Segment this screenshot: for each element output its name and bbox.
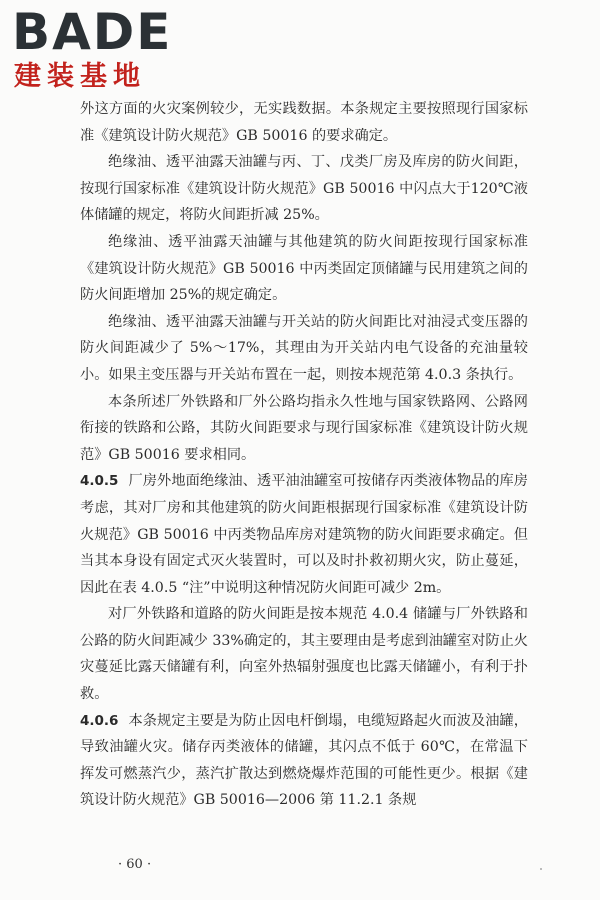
logo-wordmark: BADE xyxy=(12,3,173,61)
section-number: 4.0.6 xyxy=(80,712,119,729)
paragraph xyxy=(80,149,528,229)
paragraph xyxy=(80,309,528,389)
paragraph-text: 对厂外铁路和道路的防火间距是按本规范 4.0.4 储罐与厂外铁路和公路的防火间距减少 33%确定的，其主要理由是考虑到油罐室对防止火灾蔓延比露天储罐有利，向室外热辐射强度也比露天储罐小，有利于扑救。 xyxy=(80,606,528,703)
paragraph xyxy=(80,389,528,469)
paragraph-text: 本条所述厂外铁路和厂外公路均指永久性地与国家铁路网、公路网衔接的铁路和公路，其防火间距要求与现行国家标准《建筑设计防火规范》GB 50016 要求相同。 xyxy=(80,393,528,463)
document-body xyxy=(80,96,528,814)
paragraph-text: 绝缘油、透平油露天油罐与开关站的防火间距比对油浸式变压器的防火间距减少了 5%～17%，其理由为开关站内电气设备的充油量较小。如果主变压器与开关站布置在一起，则按本规范第 4.0.3 条执行。 xyxy=(80,313,528,383)
paragraph xyxy=(80,601,528,707)
paragraph-text: 绝缘油、透平油露天油罐与丙、丁、戊类厂房及库房的防火间距，按现行国家标准《建筑设计防火规范》GB 50016 中闪点大于120℃液体储罐的规定，将防火间距折减 25%。 xyxy=(80,154,528,224)
page-number: · 60 · xyxy=(118,857,152,872)
section-paragraph xyxy=(80,708,528,814)
paragraph-text: 本条规定主要是为防止因电杆倒塌，电缆短路起火而波及油罐，导致油罐火灾。储存丙类液体的储罐，其闪点不低于 60℃，在常温下挥发可燃蒸汽少，蒸汽扩散达到燃烧爆炸范围的可能性更少。根据《建筑设计防火规范》GB 50016—2006 第 11.2.1 条规 xyxy=(80,712,528,809)
paragraph xyxy=(80,96,528,149)
scan-speck xyxy=(540,868,542,870)
paragraph-text: 绝缘油、透平油露天油罐与其他建筑的防火间距按现行国家标准《建筑设计防火规范》GB 50016 中丙类固定顶储罐与民用建筑之间的防火间距增加 25%的规定确定。 xyxy=(80,233,528,304)
section-number: 4.0.5 xyxy=(80,473,119,490)
paragraph-text: 厂房外地面绝缘油、透平油油罐室可按储存丙类液体物品的库房考虑，其对厂房和其他建筑的防火间距根据现行国家标准《建筑设计防火规范》GB 50016 中丙类物品库房对建筑物的防火间距要求确定。但当其本身设有固定式灭火装置时，可以及时扑救初期火灾，防止蔓延，因此在表 4.0.5 “注”中说明这种情况防火间距可减少 2m。 xyxy=(80,473,528,596)
brand-logo xyxy=(12,3,182,96)
logo-subtitle: 建装基地 xyxy=(14,61,146,92)
paragraph-text: 外这方面的火灾案例较少，无实践数据。本条规定主要按照现行国家标准《建筑设计防火规范》GB 50016 的要求确定。 xyxy=(80,101,528,144)
section-paragraph xyxy=(80,468,528,601)
paragraph xyxy=(80,229,528,309)
